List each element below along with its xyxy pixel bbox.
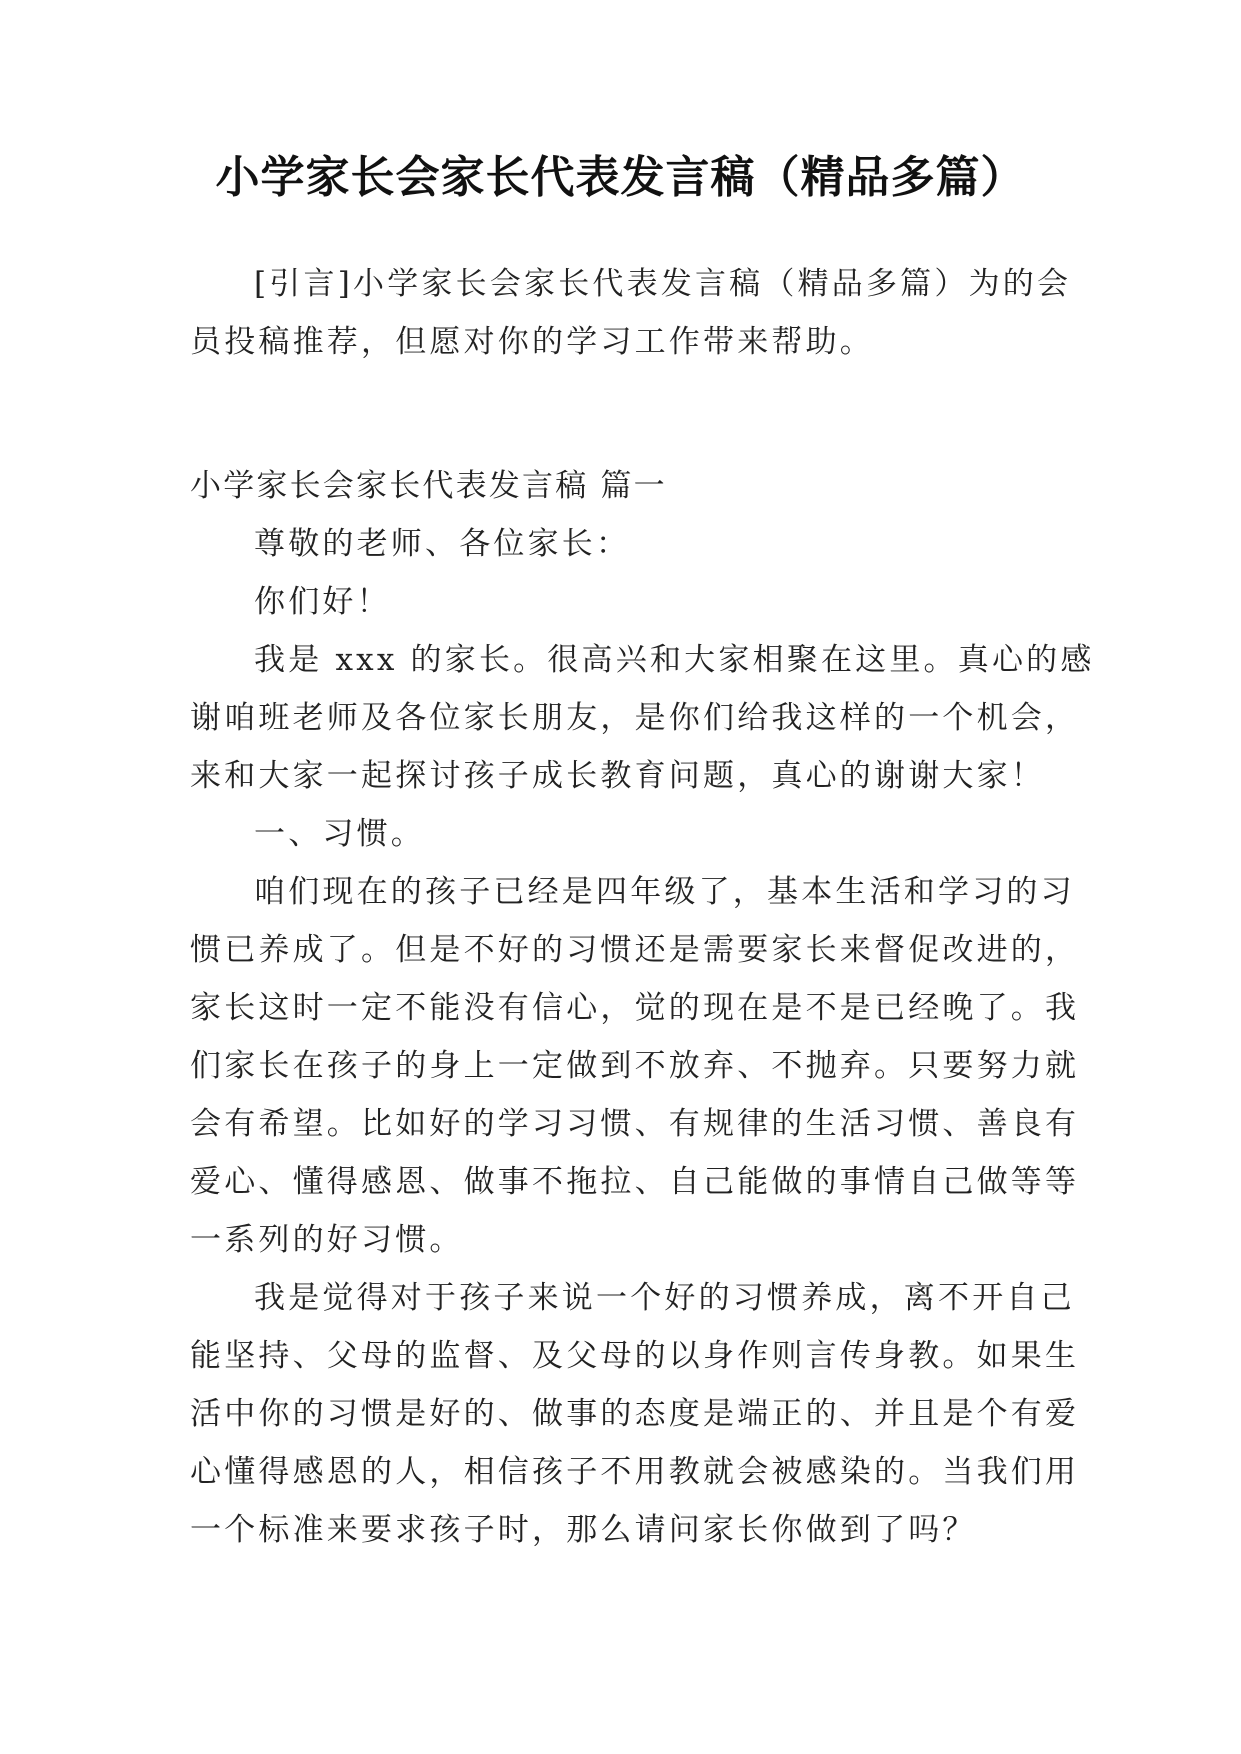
paragraph-line: 我是觉得对于孩子来说一个好的习惯养成，离不开自己 <box>254 1280 1075 1316</box>
paragraph-line: 谢咱班老师及各位家长朋友，是你们给我这样的一个机会， <box>190 700 1080 736</box>
salutation: 尊敬的老师、各位家长： <box>254 526 631 562</box>
paragraph-line: 一系列的好习惯。 <box>190 1222 464 1258</box>
paragraph-line: 能坚持、父母的监督、及父母的以身作则言传身教。如果生 <box>190 1338 1080 1374</box>
paragraph-line: 会有希望。比如好的学习习惯、有规律的生活习惯、善良有 <box>190 1106 1080 1142</box>
paragraph-line: 爱心、懂得感恩、做事不拖拉、自己能做的事情自己做等等 <box>190 1164 1080 1200</box>
paragraph-line: 心懂得感恩的人，相信孩子不用教就会被感染的。当我们用 <box>190 1454 1080 1490</box>
paragraph-line: 活中你的习惯是好的、做事的态度是端正的、并且是个有爱 <box>190 1396 1080 1432</box>
paragraph-line: 们家长在孩子的身上一定做到不放弃、不抛弃。只要努力就 <box>190 1048 1080 1084</box>
section-heading: 小学家长会家长代表发言稿 篇一 <box>190 468 667 504</box>
greeting: 你们好！ <box>254 584 391 620</box>
paragraph-line: 一个标准来要求孩子时，那么请问家长你做到了吗？ <box>190 1512 977 1548</box>
intro-line-2: 员投稿推荐，但愿对你的学习工作带来帮助。 <box>190 324 874 360</box>
document-title: 小学家长会家长代表发言稿（精品多篇） <box>215 152 1026 203</box>
paragraph-line: 惯已养成了。但是不好的习惯还是需要家长来督促改进的， <box>190 932 1080 968</box>
paragraph-line: 我是 xxx 的家长。很高兴和大家相聚在这里。真心的感 <box>254 642 1095 678</box>
paragraph-line: 咱们现在的孩子已经是四年级了，基本生活和学习的习 <box>254 874 1075 910</box>
paragraph-line: 来和大家一起探讨孩子成长教育问题，真心的谢谢大家！ <box>190 758 1045 794</box>
paragraph-line: 家长这时一定不能没有信心，觉的现在是不是已经晚了。我 <box>190 990 1080 1026</box>
intro-line-1: [引言]小学家长会家长代表发言稿（精品多篇）为的会 <box>254 266 1072 302</box>
subheading-habits: 一、习惯。 <box>254 816 425 852</box>
